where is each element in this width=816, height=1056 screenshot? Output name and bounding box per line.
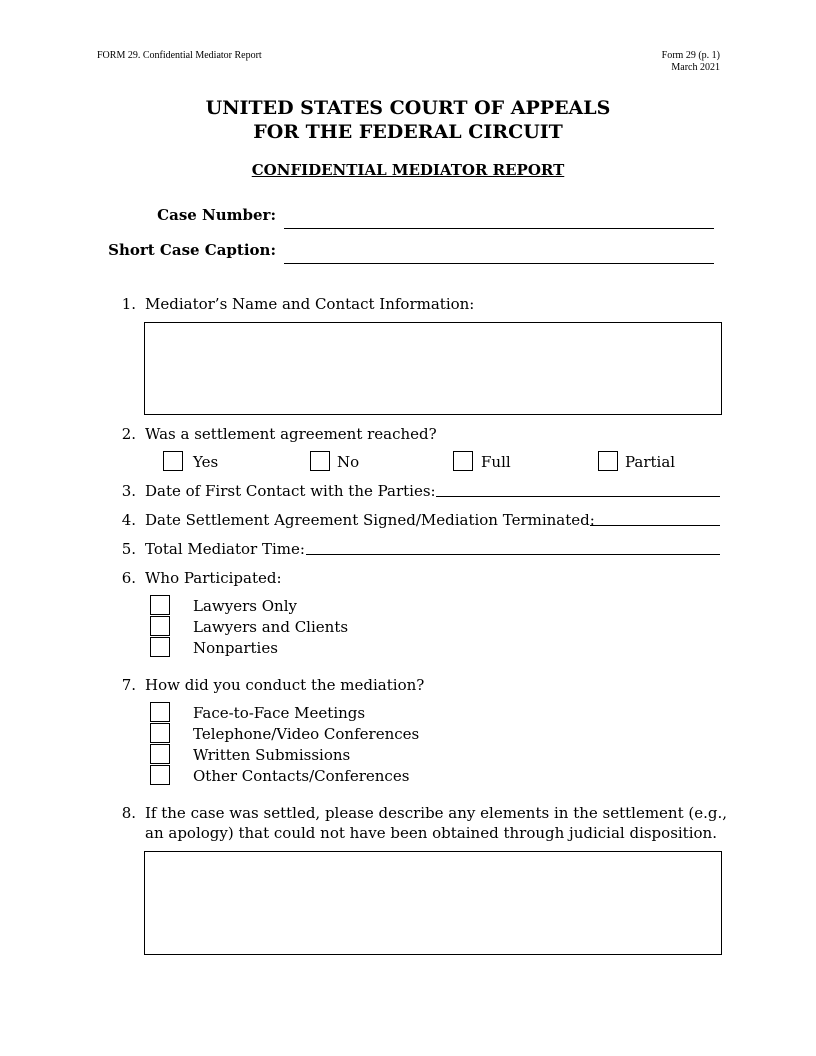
q3-number: 3. — [121, 482, 136, 500]
q8-label-line1: If the case was settled, please describe any elements in the settlement (e.g., — [145, 804, 728, 822]
agreement-signed-date-field[interactable] — [590, 525, 720, 526]
checkbox-full[interactable] — [453, 451, 473, 471]
mediator-contact-textbox[interactable] — [144, 322, 722, 415]
first-contact-date-field[interactable] — [436, 496, 720, 497]
form-header-right — [662, 50, 720, 74]
option-no-label: No — [337, 453, 360, 471]
checkbox-other-contacts[interactable] — [150, 765, 170, 785]
q5-label: Total Mediator Time: — [145, 540, 305, 558]
q4-number: 4. — [121, 511, 136, 529]
report-title: CONFIDENTIAL MEDIATOR REPORT — [251, 161, 565, 179]
option-other-contacts-label: Other Contacts/Conferences — [193, 767, 410, 785]
total-mediator-time-field[interactable] — [306, 554, 720, 555]
checkbox-partial[interactable] — [598, 451, 618, 471]
form-date: March 2021 — [671, 62, 720, 73]
checkbox-written-submissions[interactable] — [150, 744, 170, 764]
q6-number: 6. — [121, 569, 136, 587]
short-case-caption-field[interactable] — [284, 263, 714, 264]
q6-label: Who Participated: — [145, 569, 282, 587]
checkbox-lawyers-only[interactable] — [150, 595, 170, 615]
case-number-field[interactable] — [284, 228, 714, 229]
checkbox-no[interactable] — [310, 451, 330, 471]
checkbox-lawyers-and-clients[interactable] — [150, 616, 170, 636]
q7-number: 7. — [121, 676, 136, 694]
q4-label: Date Settlement Agreement Signed/Mediation Terminated: — [145, 511, 595, 529]
q1-label: Mediator’s Name and Contact Information: — [145, 295, 475, 313]
option-partial-label: Partial — [625, 453, 676, 471]
option-lawyers-and-clients-label: Lawyers and Clients — [193, 618, 349, 636]
checkbox-nonparties[interactable] — [150, 637, 170, 657]
form-header-left: FORM 29. Confidential Mediator Report — [97, 50, 262, 61]
q3-label: Date of First Contact with the Parties: — [145, 482, 436, 500]
q2-label: Was a settlement agreement reached? — [145, 425, 437, 443]
checkbox-face-to-face[interactable] — [150, 702, 170, 722]
q7-label: How did you conduct the mediation? — [145, 676, 425, 694]
q8-label-line2: an apology) that could not have been obtained through judicial disposition. — [145, 824, 717, 842]
q1-number: 1. — [121, 295, 136, 313]
option-written-submissions-label: Written Submissions — [193, 746, 351, 764]
q8-number: 8. — [121, 804, 136, 822]
checkbox-yes[interactable] — [163, 451, 183, 471]
option-yes-label: Yes — [193, 453, 219, 471]
option-nonparties-label: Nonparties — [193, 639, 278, 657]
form-page-number: Form 29 (p. 1) — [661, 50, 720, 61]
checkbox-telephone-video[interactable] — [150, 723, 170, 743]
option-telephone-video-label: Telephone/Video Conferences — [193, 725, 420, 743]
case-number-label: Case Number: — [157, 206, 276, 224]
option-full-label: Full — [481, 453, 511, 471]
court-title-line1: UNITED STATES COURT OF APPEALS — [205, 97, 611, 119]
short-case-caption-label: Short Case Caption: — [108, 241, 276, 259]
option-lawyers-only-label: Lawyers Only — [193, 597, 297, 615]
q5-number: 5. — [121, 540, 136, 558]
court-title-line2: FOR THE FEDERAL CIRCUIT — [253, 121, 563, 143]
q2-number: 2. — [121, 425, 136, 443]
settlement-elements-textbox[interactable] — [144, 851, 722, 955]
option-face-to-face-label: Face-to-Face Meetings — [193, 704, 366, 722]
